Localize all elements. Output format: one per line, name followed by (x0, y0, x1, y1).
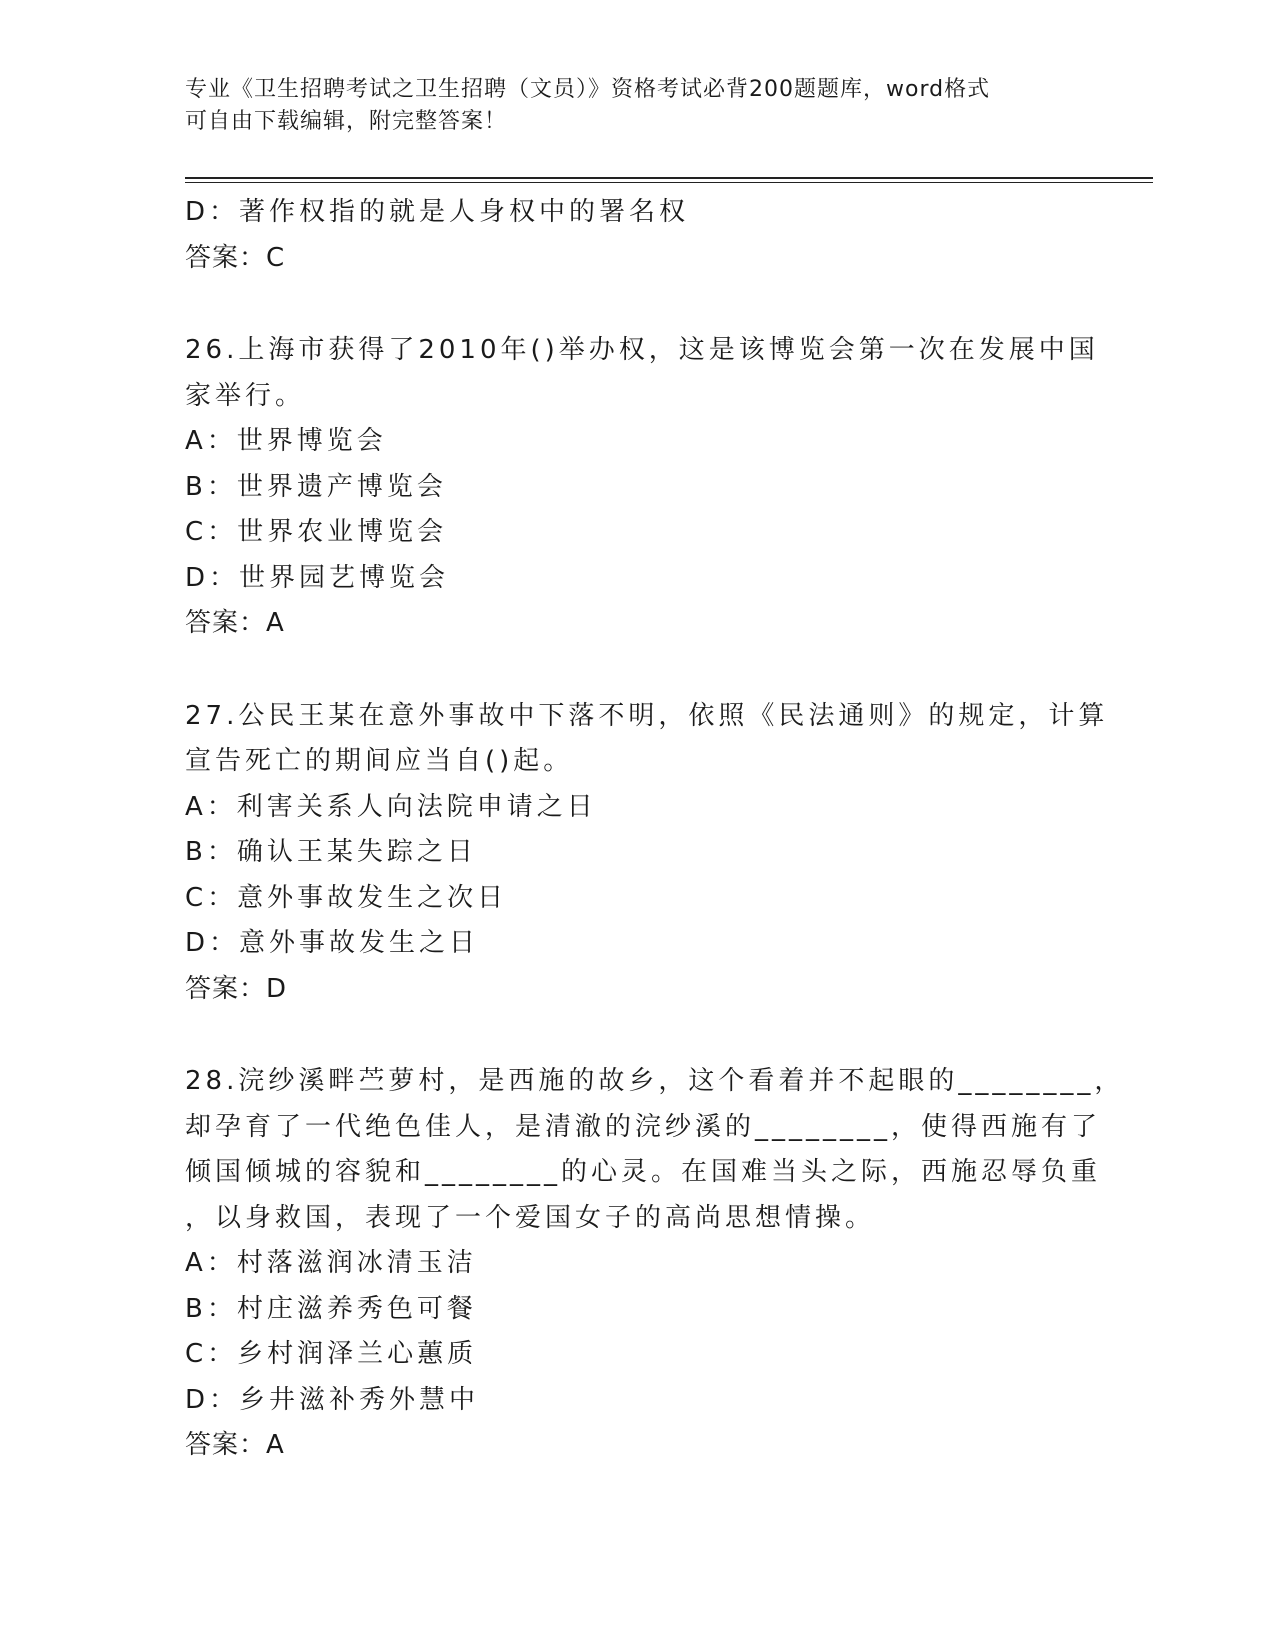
option-c: C：世界农业博览会 (185, 517, 448, 547)
header-line-1: 专业《卫生招聘考试之卫生招聘（文员）》资格考试必背200题题库，word格式 (185, 77, 991, 102)
answer-line: 答案：A (185, 1430, 285, 1460)
option-d: D：著作权指的就是人身权中的署名权 (185, 197, 690, 227)
question-text: 28.浣纱溪畔苎萝村，是西施的故乡，这个看着并不起眼的________， (185, 1066, 1125, 1096)
question-list (185, 190, 1125, 1469)
answer-line: 答案：A (185, 608, 285, 638)
option-b: B：确认王某失踪之日 (185, 837, 477, 867)
option-a: A：村落滋润冰清玉洁 (185, 1248, 477, 1278)
option-d: D：乡井滋补秀外慧中 (185, 1384, 480, 1415)
question-28 (185, 1059, 1125, 1469)
header-divider-thin (185, 182, 1153, 183)
spacer (185, 1012, 1085, 1059)
header-line-2: 可自由下载编辑，附完整答案！ (185, 109, 508, 134)
spacer (185, 647, 1085, 694)
option-a: A：利害关系人向法院申请之日 (185, 791, 597, 822)
answer-line: 答案：D (185, 973, 288, 1004)
question-27 (185, 694, 1109, 1013)
option-d: D：世界园艺博览会 (185, 562, 450, 593)
option-b: B：世界遗产博览会 (185, 471, 447, 502)
option-b: B：村庄滋养秀色可餐 (185, 1293, 477, 1324)
question-26 (185, 328, 1099, 647)
option-c: C：意外事故发生之次日 (185, 882, 508, 913)
carryover-block (185, 190, 1085, 281)
question-text: 27.公民王某在意外事故中下落不明，依照《民法通则》的规定，计算 (185, 700, 1109, 731)
question-text: 却孕育了一代绝色佳人，是清澈的浣纱溪的________，使得西施有了 (185, 1111, 1102, 1142)
option-a: A：世界博览会 (185, 426, 387, 456)
spacer (185, 281, 1085, 328)
question-text: 26.上海市获得了2010年()举办权，这是该博览会第一次在发展中国 (185, 335, 1099, 365)
question-text: ，以身救国，表现了一个爱国女子的高尚思想情操。 (185, 1202, 876, 1233)
document-header (185, 74, 1065, 138)
question-text: 宣告死亡的期间应当自()起。 (185, 746, 574, 776)
option-c: C：乡村润泽兰心蕙质 (185, 1339, 478, 1369)
question-text: 家举行。 (185, 380, 306, 411)
header-divider-thick (185, 177, 1153, 179)
question-text: 倾国倾城的容貌和________的心灵。在国难当头之际，西施忍辱负重 (185, 1157, 1102, 1187)
option-d: D：意外事故发生之日 (185, 928, 480, 958)
answer-line: 答案：C (185, 242, 286, 273)
